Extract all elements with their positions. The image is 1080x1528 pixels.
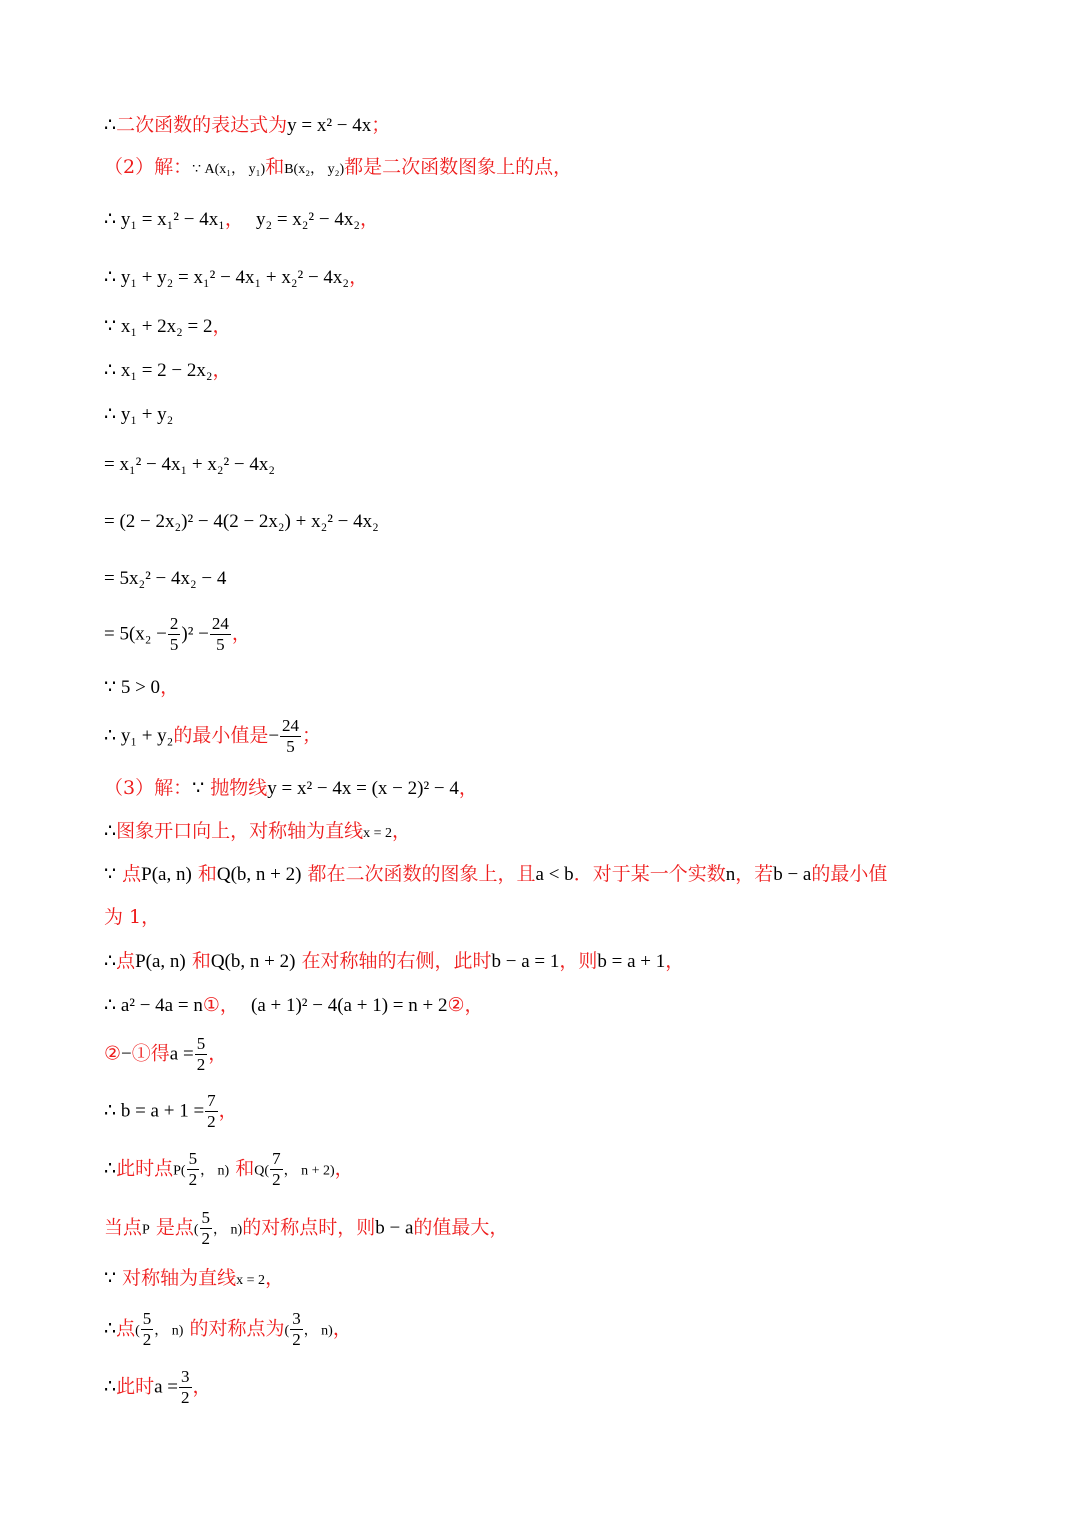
solution-line-11 xyxy=(104,614,251,655)
formula: ∴ y₁ + y₂ = x₁² − 4x₁ + x₂² − 4x₂ xyxy=(104,267,350,288)
formula: ， n + 2) xyxy=(283,1163,335,1179)
punctuation: ， xyxy=(359,208,379,230)
text: 点 xyxy=(116,950,136,972)
solution-line-14 xyxy=(104,779,478,798)
numerator: 7 xyxy=(207,1091,216,1110)
therefore-symbol: ∴ xyxy=(104,821,117,842)
fraction xyxy=(179,1367,192,1408)
therefore-symbol: ∴ xyxy=(104,1376,117,1398)
formula: x = 2 xyxy=(363,826,393,841)
solution-line-24 xyxy=(104,1269,284,1288)
formula: P xyxy=(142,1222,150,1238)
solution-line-19 xyxy=(104,996,484,1015)
denominator: 5 xyxy=(216,635,225,654)
formula: P(a, n) xyxy=(135,951,186,972)
text: 点 xyxy=(122,863,142,885)
formula: y = x² − 4x xyxy=(287,115,372,136)
formula: = x₁² − 4x₁ + x₂² − 4x₂ xyxy=(104,454,275,475)
solution-line-6 xyxy=(104,361,232,380)
circled-number-2: ② xyxy=(447,994,465,1016)
solution-line-16 xyxy=(104,865,887,884)
solution-line-5 xyxy=(104,317,232,336)
formula: ∵ 5 > 0 xyxy=(104,677,161,698)
solution-line-2 xyxy=(104,158,572,177)
numerator: 24 xyxy=(282,716,300,735)
punctuation: ； xyxy=(371,114,391,136)
because-symbol: ∵ xyxy=(104,1268,117,1289)
fraction xyxy=(290,1309,303,1350)
formula: b − a = 1 xyxy=(491,951,560,972)
text: 在对称轴的右侧，此时 xyxy=(301,950,492,972)
text: 和 xyxy=(191,950,211,972)
punctuation: ， xyxy=(349,266,369,288)
therefore-symbol: ∴ xyxy=(104,115,117,136)
numerator: 5 xyxy=(201,1208,211,1227)
text: 是点 xyxy=(155,1216,194,1239)
formula: Q( xyxy=(254,1163,270,1179)
text: 的对称点时，则 xyxy=(242,1216,376,1239)
solution-line-20 xyxy=(104,1034,227,1075)
solution-line-3 xyxy=(104,210,379,229)
punctuation: ， xyxy=(160,676,180,698)
numerator: 5 xyxy=(188,1149,198,1168)
fraction xyxy=(280,716,301,757)
formula: ∴ b = a + 1 = xyxy=(104,1100,205,1122)
text: ．对于某一个实数 xyxy=(573,863,726,885)
fraction xyxy=(168,614,181,655)
formula: ∵ A(x₁， y₁) xyxy=(192,162,266,177)
because-symbol: ∵ xyxy=(192,778,205,799)
circled-number-2: ② xyxy=(104,1042,122,1065)
punctuation: ， xyxy=(458,777,478,799)
fraction xyxy=(187,1149,200,1190)
punctuation: ， xyxy=(334,1157,354,1180)
denominator: 5 xyxy=(286,737,295,756)
solution-line-15 xyxy=(104,822,411,841)
solution-line-12 xyxy=(104,678,179,697)
text: ，若 xyxy=(735,863,774,885)
formula: ， n) xyxy=(200,1163,230,1179)
part-label: （3）解： xyxy=(104,777,193,799)
formula: = 5x₂² − 4x₂ − 4 xyxy=(104,568,227,589)
solution-line-21 xyxy=(104,1091,238,1132)
formula: a < b xyxy=(535,864,574,885)
formula: b − a xyxy=(773,864,812,885)
denominator: 2 xyxy=(188,1170,198,1189)
formula: a = xyxy=(169,1043,194,1065)
numerator: 3 xyxy=(181,1367,190,1386)
denominator: 2 xyxy=(181,1388,190,1407)
formula: − xyxy=(121,1043,132,1065)
solution-line-8 xyxy=(104,455,275,474)
therefore-symbol: ∴ xyxy=(104,1318,117,1340)
numerator: 7 xyxy=(272,1149,281,1168)
punctuation: ， xyxy=(219,994,239,1016)
text: 和 xyxy=(235,1157,255,1180)
text: 对称轴为直线 xyxy=(122,1267,237,1289)
formula: ∴ y₁ = x₁² − 4x₁ xyxy=(104,209,225,230)
solution-line-7 xyxy=(104,405,173,424)
circled-number-1: ① xyxy=(202,994,220,1016)
punctuation: ， xyxy=(212,359,232,381)
text: 的最小值是 xyxy=(173,724,269,747)
punctuation: ， xyxy=(265,1267,285,1289)
formula: − xyxy=(268,725,280,747)
formula: ( xyxy=(135,1323,140,1339)
formula: y₂ = x₂² − 4x₂ xyxy=(255,209,360,230)
formula: = (2 − 2x₂)² − 4(2 − 2x₂) + x₂² − 4x₂ xyxy=(104,511,379,532)
punctuation: ， xyxy=(212,315,232,337)
punctuation: ， xyxy=(464,994,484,1016)
denominator: 2 xyxy=(201,1229,211,1248)
formula: ∴ x₁ = 2 − 2x₂ xyxy=(104,360,213,381)
text: 为 1， xyxy=(104,906,161,928)
formula: = 5(x₂ − xyxy=(104,623,167,645)
part-label: （2）解： xyxy=(104,156,193,178)
fraction xyxy=(205,1091,218,1132)
formula: (a + 1)² − 4(a + 1) = n + 2 xyxy=(251,995,448,1016)
text: 此时 xyxy=(116,1375,155,1398)
because-symbol: ∵ xyxy=(104,864,117,885)
denominator: 2 xyxy=(207,1112,216,1131)
formula: ， n) xyxy=(303,1323,333,1339)
punctuation: ， xyxy=(224,208,244,230)
formula: ∴ y₁ + y₂ xyxy=(104,725,174,747)
formula: ( xyxy=(193,1222,199,1238)
text: 的值最大， xyxy=(413,1216,509,1239)
numerator: 3 xyxy=(292,1309,301,1328)
punctuation: ， xyxy=(208,1042,228,1065)
formula: Q(b, n + 2) xyxy=(210,951,296,972)
formula: ∵ x₁ + 2x₂ = 2 xyxy=(104,316,213,337)
punctuation: ， xyxy=(231,622,251,645)
punctuation: ， xyxy=(218,1099,238,1122)
text: 点 xyxy=(116,1317,136,1340)
text: 和 xyxy=(197,863,217,885)
solution-line-4 xyxy=(104,268,368,287)
formula: P( xyxy=(173,1163,186,1179)
fraction xyxy=(270,1149,283,1190)
numerator: 2 xyxy=(169,614,179,633)
punctuation: ， xyxy=(332,1317,352,1340)
formula: ( xyxy=(284,1323,290,1339)
numerator: 24 xyxy=(211,614,229,633)
denominator: 2 xyxy=(292,1330,301,1349)
formula: ， n) xyxy=(154,1323,184,1339)
solution-line-22 xyxy=(104,1149,354,1190)
solution-line-10 xyxy=(104,569,226,588)
therefore-symbol: ∴ xyxy=(104,951,117,972)
fraction xyxy=(210,614,231,655)
text: 此时点 xyxy=(116,1157,174,1180)
numerator: 5 xyxy=(196,1034,206,1053)
text: 和 xyxy=(265,156,285,178)
denominator: 2 xyxy=(142,1330,152,1349)
text: 的最小值 xyxy=(811,863,888,885)
fraction xyxy=(141,1309,154,1350)
solution-line-23 xyxy=(104,1208,508,1249)
formula: )² − xyxy=(181,623,209,645)
punctuation: ， xyxy=(392,820,412,842)
formula: Q(b, n + 2) xyxy=(216,864,302,885)
formula: b − a xyxy=(375,1217,414,1239)
formula: P(a, n) xyxy=(141,864,192,885)
text: 的对称点为 xyxy=(189,1317,285,1340)
formula: x = 2 xyxy=(236,1273,266,1288)
formula: y = x² − 4x = (x − 2)² − 4 xyxy=(267,778,459,799)
solution-line-9 xyxy=(104,512,379,531)
fraction xyxy=(195,1034,208,1075)
formula: b = a + 1 xyxy=(597,951,666,972)
denominator: 2 xyxy=(196,1055,206,1074)
text: 都在二次函数的图象上，且 xyxy=(307,863,536,885)
punctuation: ； xyxy=(302,724,322,747)
solution-line-1 xyxy=(104,116,390,135)
text: 图象开口向上，对称轴为直线 xyxy=(116,820,364,842)
text: ①得 xyxy=(131,1042,170,1065)
formula: ， n) xyxy=(213,1222,243,1238)
solution-line-13 xyxy=(104,716,321,757)
text: 当点 xyxy=(104,1216,143,1239)
therefore-symbol: ∴ xyxy=(104,1158,117,1180)
solution-line-17 xyxy=(104,908,160,927)
denominator: 5 xyxy=(169,635,179,654)
denominator: 2 xyxy=(272,1170,281,1189)
solution-line-25 xyxy=(104,1309,352,1350)
formula: a = xyxy=(154,1376,179,1398)
text: 抛物线 xyxy=(210,777,268,799)
solution-line-18 xyxy=(104,952,684,971)
formula: B(x₂， y₂) xyxy=(284,162,345,177)
text: 都是二次函数图象上的点， xyxy=(344,156,573,178)
punctuation: ， xyxy=(192,1375,212,1398)
formula: ∴ y₁ + y₂ xyxy=(104,404,174,425)
fraction xyxy=(200,1208,213,1249)
formula: n xyxy=(725,864,736,885)
numerator: 5 xyxy=(142,1309,152,1328)
formula: ∴ a² − 4a = n xyxy=(104,995,203,1016)
text: 二次函数的表达式为 xyxy=(116,114,288,136)
solution-line-26 xyxy=(104,1367,212,1408)
punctuation: ， xyxy=(665,950,685,972)
text: ，则 xyxy=(559,950,598,972)
